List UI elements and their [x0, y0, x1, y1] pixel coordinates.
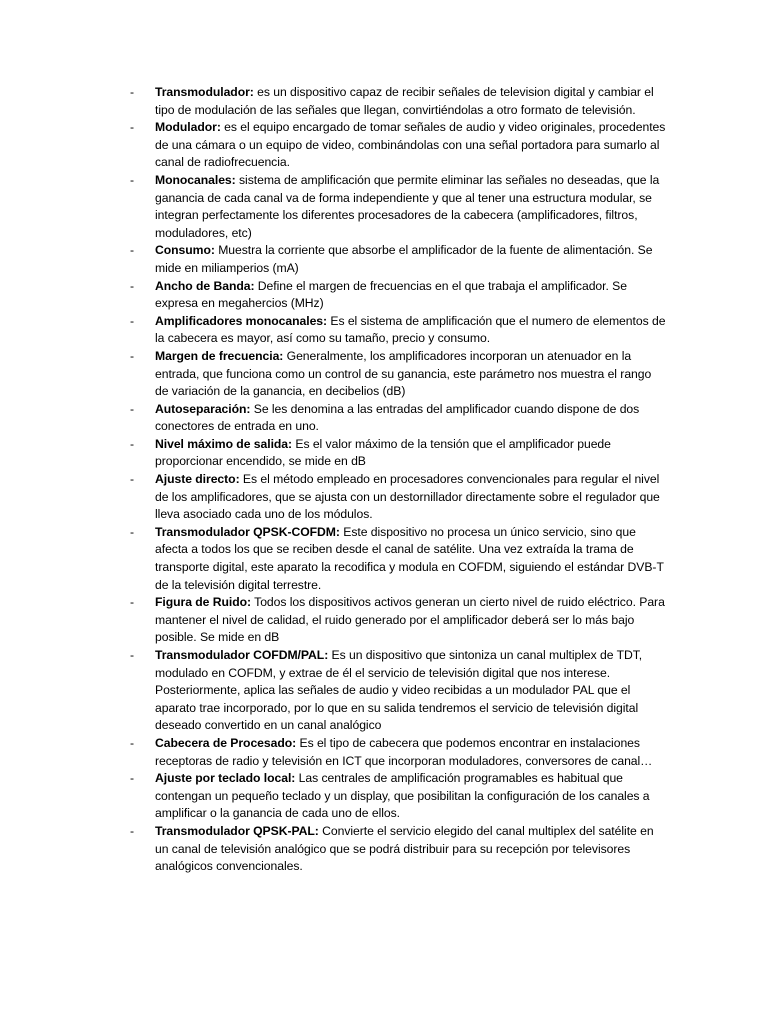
list-item — [0, 770, 768, 823]
definition-list — [0, 84, 768, 876]
list-item — [0, 647, 768, 735]
item-term: Transmodulador: — [155, 85, 254, 99]
item-term: Consumo: — [155, 243, 215, 258]
list-item — [0, 242, 768, 277]
list-bullet: - — [130, 278, 135, 293]
item-term: Cabecera de Procesado: — [155, 735, 297, 750]
list-item — [0, 119, 768, 172]
list-bullet: - — [130, 401, 135, 416]
list-bullet: - — [130, 120, 135, 135]
list-bullet: - — [130, 648, 135, 662]
list-bullet: - — [130, 735, 135, 750]
list-item — [0, 348, 768, 401]
item-term: Modulador: — [155, 120, 221, 135]
item-text: Las centrales de amplificación programables es habitual que contengan un pequeño teclado y un display, que posibilitan la configuración de los canales a amplificar o la ganancia de cada uno de ellos. — [155, 771, 650, 821]
item-text: sistema de amplificación que permite eliminar las señales no deseadas, que la ganancia de cada canal va de forma independiente y que al tener una estructura modular, se integran perfectamente los diferentes procesadores de la cabecera (amplificadores, filtros, moduladores, etc) — [155, 172, 660, 240]
item-text: Es un dispositivo que sintoniza un canal multiplex de TDT, modulado en COFDM, y extrae de él el servicio de televisión digital que nos interese. Posteriormente, aplica las señales de audio y video recibidas a un modulador PAL que el aparato trae incorporado, por lo que en su salida tendremos el servicio de televisión digital deseado convertido en un canal analógico — [155, 648, 643, 733]
list-bullet: - — [130, 243, 135, 258]
list-item — [0, 524, 768, 594]
item-term: Figura de Ruido: — [155, 595, 252, 610]
item-text: Convierte el servicio elegido del canal multiplex del satélite en un canal de televisión analógico que se podrá distribuir para su recepción por televisores analógicos convencionales. — [155, 823, 654, 874]
list-item — [0, 172, 768, 242]
item-term: Transmodulador COFDM/PAL: — [155, 648, 329, 662]
item-term: Ancho de Banda: — [155, 278, 255, 293]
list-bullet: - — [130, 472, 135, 487]
item-text: Se les denomina a las entradas del amplificador cuando dispone de dos conectores de entrada en uno. — [155, 401, 640, 434]
document-page — [0, 84, 768, 876]
list-item — [0, 823, 768, 876]
list-bullet: - — [130, 771, 135, 786]
item-text: Es el sistema de amplificación que el numero de elementos de la cabecera es mayor, así como su tamaño, precio y consumo. — [155, 313, 666, 346]
item-term: Ajuste directo: — [155, 472, 240, 487]
list-item — [0, 436, 768, 471]
item-term: Monocanales: — [155, 172, 236, 187]
item-term: Ajuste por teclado local: — [155, 771, 296, 786]
list-bullet: - — [130, 524, 135, 539]
list-bullet: - — [130, 823, 135, 838]
list-item — [0, 594, 768, 647]
list-item — [0, 84, 768, 119]
item-term: Transmodulador QPSK-PAL: — [155, 823, 319, 838]
item-term: Autoseparación: — [155, 401, 251, 416]
item-term: Amplificadores monocanales: — [155, 313, 328, 328]
item-text: Es el método empleado en procesadores convencionales para regular el nivel de los amplificadores, que se ajusta con un destornillador directamente sobre el regulador que lleva asociado cada uno de los módulos. — [155, 472, 660, 522]
list-item — [0, 278, 768, 313]
list-item — [0, 401, 768, 436]
item-text: Todos los dispositivos activos generan un cierto nivel de ruido eléctrico. Para mantener el nivel de calidad, el ruido generado por el amplificador deberá ser lo más bajo posible. Se mide en dB — [155, 595, 665, 645]
item-text: Es el tipo de cabecera que podemos encontrar en instalaciones receptoras de radio y televisión en ICT que incorporan moduladores, conversores de canal… — [155, 735, 653, 768]
item-text: Es el valor máximo de la tensión que el amplificador puede proporcionar encendido, se mide en dB — [155, 436, 611, 469]
item-text: es el equipo encargado de tomar señales de audio y video originales, procedentes de una cámara o un equipo de video, combinándolas con una señal portadora para sumarlo al canal de radiofrecuencia. — [155, 120, 666, 170]
list-bullet: - — [130, 85, 135, 99]
list-bullet: - — [130, 348, 135, 363]
list-bullet: - — [130, 172, 135, 187]
list-bullet: - — [130, 313, 135, 328]
list-item — [0, 735, 768, 770]
item-text: Generalmente, los amplificadores incorporan un atenuador en la entrada, que funciona como un control de su ganancia, este parámetro nos muestra el rango de variación de la ganancia, en decibelios (dB) — [155, 348, 652, 399]
list-item — [0, 313, 768, 348]
list-item — [0, 471, 768, 524]
item-term: Margen de frecuencia: — [155, 348, 284, 363]
item-term: Transmodulador QPSK-COFDM: — [155, 524, 340, 539]
item-text: es un dispositivo capaz de recibir señales de television digital y cambiar el tipo de modulación de las señales que llegan, convirtiéndolas a otro formato de televisión. — [155, 85, 654, 117]
item-term: Nivel máximo de salida: — [155, 436, 293, 451]
item-text: Define el margen de frecuencias en el que trabaja el amplificador. Se expresa en megahercios (MHz) — [155, 278, 627, 311]
item-text: Muestra la corriente que absorbe el amplificador de la fuente de alimentación. Se mide en miliamperios (mA) — [155, 243, 653, 275]
list-bullet: - — [130, 595, 135, 610]
list-bullet: - — [130, 436, 135, 451]
item-text: Este dispositivo no procesa un único servicio, sino que afecta a todos los que se reciben desde el canal de satélite. Una vez extraída la trama de transporte digital, este aparato la recodifica y modula en COFDM, siguiendo el estándar DVB-T de la televisión digital terrestre. — [155, 524, 664, 592]
